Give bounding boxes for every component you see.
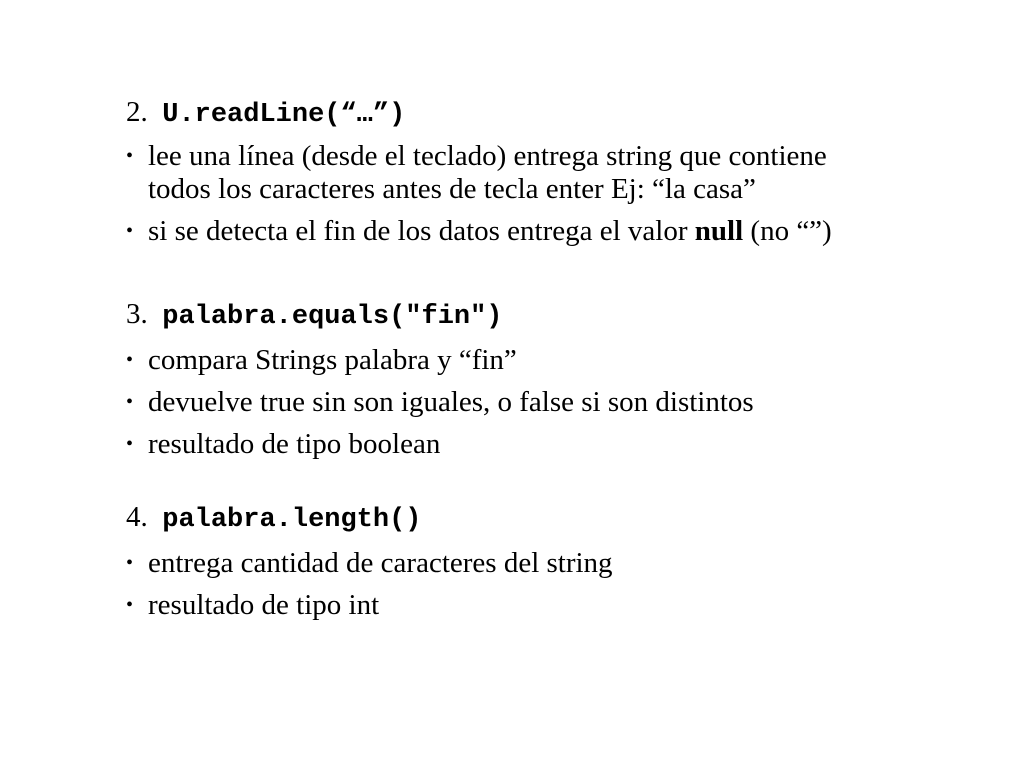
bullet-icon: •	[126, 552, 134, 574]
section-equals	[126, 297, 1006, 461]
bullet-text: resultado de tipo int	[148, 589, 380, 621]
bullet-item	[126, 215, 1006, 248]
code-signature: palabra.equals("fin")	[162, 302, 503, 332]
bullet-list	[126, 547, 1006, 622]
section-readline	[126, 95, 1006, 248]
code-signature: U.readLine(“…”)	[162, 100, 406, 130]
bullet-icon: •	[126, 594, 134, 616]
section-heading	[126, 95, 1006, 132]
section-length	[126, 500, 1006, 622]
bullet-list	[126, 344, 1006, 461]
bullet-list	[126, 140, 1006, 248]
bullet-icon: •	[126, 433, 134, 455]
section-heading	[126, 500, 1006, 537]
section-number: 4.	[126, 501, 148, 533]
bullet-icon: •	[126, 391, 134, 413]
bullet-text: devuelve true sin son iguales, o false si son distintos	[148, 386, 754, 418]
bullet-item	[126, 589, 1006, 622]
section-heading	[126, 297, 1006, 334]
bullet-item	[126, 386, 1006, 419]
bullet-text-line: lee una línea (desde el teclado) entrega string que contiene	[148, 140, 827, 172]
bullet-item	[126, 344, 1006, 377]
bullet-icon: •	[126, 220, 134, 242]
bullet-icon: •	[126, 349, 134, 371]
bullet-item	[126, 428, 1006, 461]
section-number: 2.	[126, 96, 148, 128]
section-number: 3.	[126, 298, 148, 330]
bullet-text: compara Strings palabra y “fin”	[148, 344, 517, 376]
bullet-text: si se detecta el fin de los datos entrega el valor	[148, 215, 695, 247]
bullet-text: resultado de tipo boolean	[148, 428, 441, 460]
bullet-icon: •	[126, 145, 134, 167]
bullet-text: (no “”)	[743, 215, 832, 247]
bullet-item	[126, 140, 1006, 206]
bullet-text: entrega cantidad de caracteres del string	[148, 547, 613, 579]
bullet-item	[126, 547, 1006, 580]
bullet-text-bold: null	[694, 215, 744, 247]
bullet-text-line: todos los caracteres antes de tecla enter Ej: “la casa”	[148, 173, 756, 205]
code-signature: palabra.length()	[162, 505, 422, 535]
